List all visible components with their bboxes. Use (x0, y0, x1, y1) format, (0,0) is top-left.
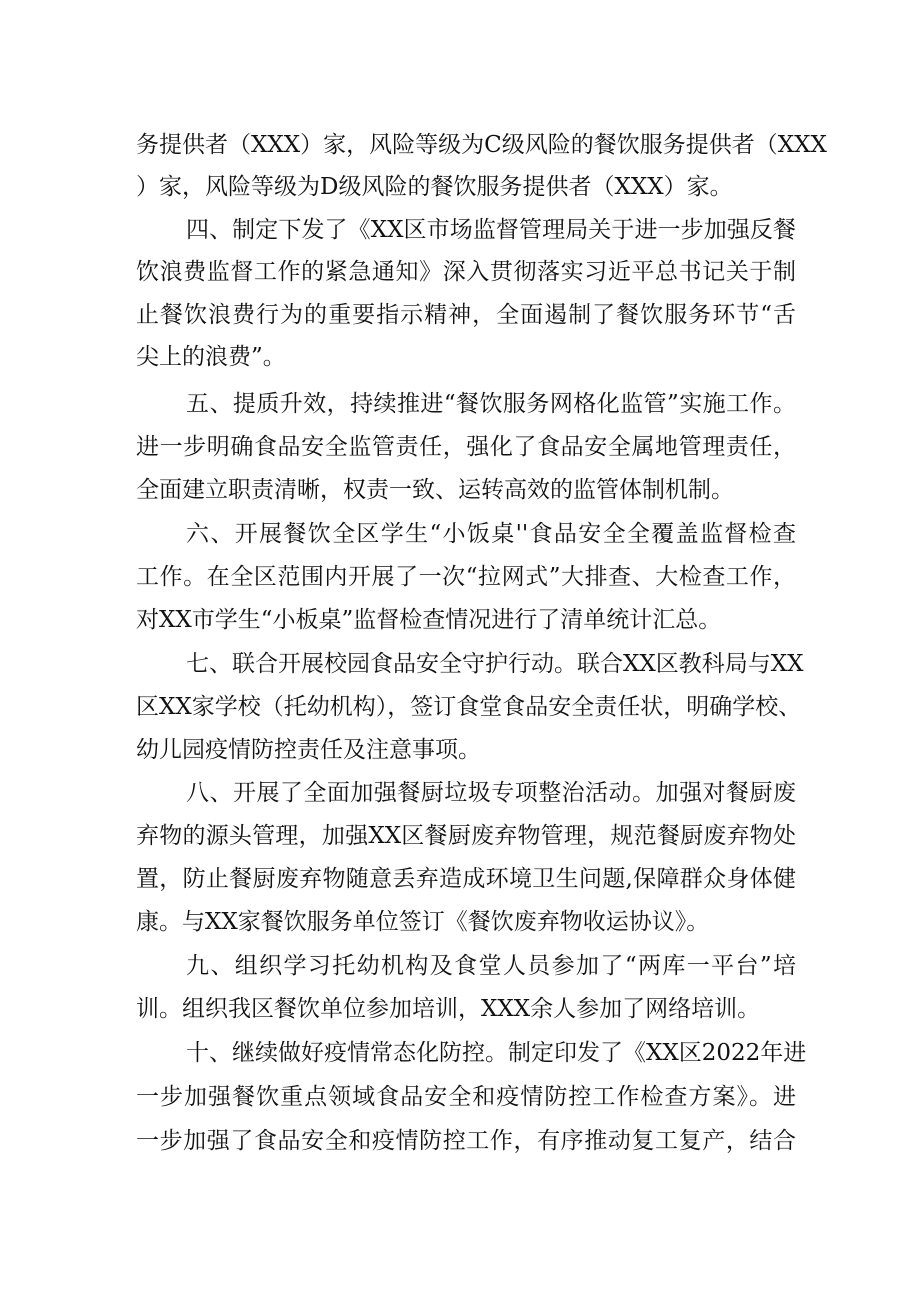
paragraph-4-line-1: 四、制定下发了《XX区市场监督管理局关于进一步加强反餐 (186, 217, 796, 243)
text-line: 置，防止餐厨废弃物随意丢弃造成环境卫生问题,保障群众身体健 (136, 866, 796, 892)
text-line: 工作。在全区范围内开展了一次“拉网式”大排查、大检查工作， (136, 564, 796, 590)
text-line: 一步加强餐饮重点领域食品安全和疫情防控工作检查方案》。进 (136, 1084, 796, 1110)
text-line: 弃物的源头管理，加强XX区餐厨废弃物管理，规范餐厨废弃物处 (136, 823, 796, 849)
text-line: 止餐饮浪费行为的重要指示精神，全面遏制了餐饮服务环节“舌 (136, 302, 796, 328)
text-line: 训。组织我区餐饮单位参加培训，XXX余人参加了网络培训。 (136, 996, 761, 1022)
text-line: 进一步明确食品安全监管责任，强化了食品安全属地管理责任， (136, 434, 796, 460)
text-line: 全面建立职责清晰，权责一致、运转高效的监管体制机制。 (136, 477, 734, 503)
text-line: 区XX家学校（托幼机构），签订食堂食品安全责任状，明确学校、 (136, 694, 802, 720)
text-line: 务提供者（XXX）家，风险等级为C级风险的餐饮服务提供者（XXX (136, 132, 827, 158)
text-line: 康。与XX家餐饮服务单位签订《餐饮废弃物收运协议》。 (136, 909, 710, 935)
paragraph-6-line-1: 六、开展餐饮全区学生“小饭桌''食品安全全覆盖监督检查 (186, 521, 796, 547)
text-line: 幼儿园疫情防控责任及注意事项。 (136, 737, 481, 763)
text-line: 尖上的浪费”。 (136, 344, 286, 370)
paragraph-8-line-1: 八、开展了全面加强餐厨垃圾专项整治活动。加强对餐厨废 (186, 780, 796, 806)
paragraph-5-line-1: 五、提质升效，持续推进“餐饮服务网格化监管”实施工作。 (186, 391, 796, 417)
text-line: ）家，风险等级为D级风险的餐饮服务提供者（XXX）家。 (136, 174, 733, 200)
paragraph-7-line-1: 七、联合开展校园食品安全守护行动。联合XX区教科局与XX (186, 651, 804, 677)
text-line: 对XX市学生“小板桌”监督检查情况进行了清单统计汇总。 (136, 607, 722, 633)
paragraph-9-line-1: 九、组织学习托幼机构及食堂人员参加了“两库一平台”培 (186, 953, 796, 979)
text-line: 一步加强了食品安全和疫情防控工作，有序推动复工复产，结合 (136, 1128, 796, 1154)
paragraph-10-line-1: 十、继续做好疫情常态化防控。制定印发了《XX区2022年进 (186, 1040, 807, 1066)
text-line: 饮浪费监督工作的紧急通知》深入贯彻落实习近平总书记关于制 (136, 259, 796, 285)
